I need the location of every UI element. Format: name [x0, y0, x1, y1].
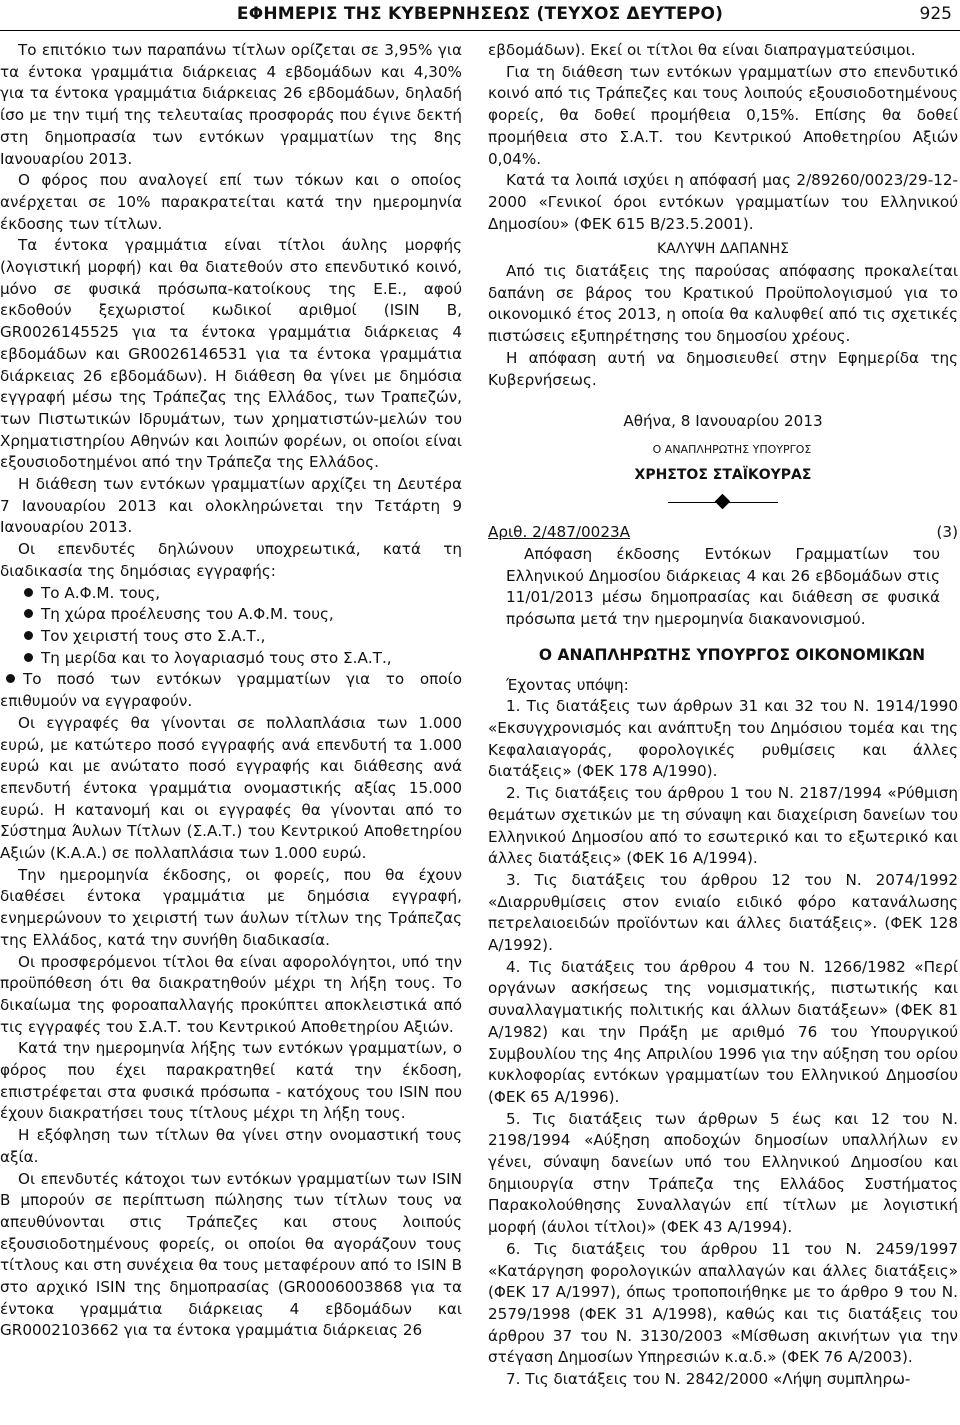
having-regard: Έχοντας υπόψη:	[506, 675, 629, 694]
decision-header	[488, 522, 958, 544]
list-item: Το Α.Φ.Μ. τους,	[0, 583, 462, 605]
diamond-icon	[715, 494, 731, 510]
ministry-heading: Ο ΑΝΑΠΛΗΡΩΤΗΣ ΥΠΟΥΡΓΟΣ ΟΙΚΟΝΟΜΙΚΩΝ	[538, 645, 926, 664]
paragraph-maturity-tax-refund: Κατά την ημερομηνία λήξης των εντόκων γραμματίων, ο φόρος που έχει παρακρατηθεί κατά την έκδοση, επιστρέφεται στα φυσικά πρόσωπα - κατόχους του ISIN που έχουν διακρατήσει τους τίτλους μέχρι τη λήξη τους.	[0, 1039, 462, 1123]
paragraph-general-terms: Κατά τα λοιπά ισχύει η απόφασή μας 2/89260/0023/29-12-2000 «Γενικοί όροι εντόκων γραμματίων του Ελληνικού Δημοσίου» (ΦΕΚ 615 Β/23.5.2001).	[488, 171, 958, 233]
decision-subject: Απόφαση έκδοσης Εντόκων Γραμματίων του Ελληνικού Δημοσίου διάρκειας 4 και 26 εβδομάδων στις 11/01/2013 μέσω δημοπρασίας και διάθεση σε φυσικά πρόσωπα μετά την ημερομηνία διακανονισμού.	[506, 545, 940, 629]
legal-item: 4. Τις διατάξεις του άρθρου 4 του Ν. 1266/1982 «Περί οργάνων ασκήσεως της νομισματικής, πιστωτικής και συναλλαγματικής πολιτικής και άλλων διατάξεων» (ΦΕΚ 81 Α/1982) και την Πράξη με αριθμό 76 του Υπουργικού Συμβουλίου της 4ης Απριλίου 1996 για την αύξηση του ορίου κυκλοφορίας εντόκων γραμματίων του Ελληνικού Δημοσίου (ΦΕΚ 65 Α/1996).	[488, 957, 958, 1106]
paragraph-interest-rate: Το επιτόκιο των παραπάνω τίτλων ορίζεται σε 3,95% για τα έντοκα γραμμάτια διάρκειας 4 εβδομάδων και 4,30% για τα έντοκα γραμμάτια διάρκειας 26 εβδομάδων, δηλαδή ίσο με την τιμή της τελευταίας προσφοράς που έγινε δεκτή στη δημοπρασία των εντόκων γραμματίων της 8ης Ιανουαρίου 2013.	[0, 41, 462, 168]
legal-item: 1. Τις διατάξεις των άρθρων 31 και 32 του Ν. 1914/1990 «Εκσυγχρονισμός και ανάπτυξη του Δημόσιου τομέα και της Κεφαλαιαγοράς, φορολογικές ρυθμίσεις και άλλες διατάξεις» (ΦΕΚ 178 Α/1990).	[488, 697, 958, 781]
section-divider	[668, 492, 778, 514]
paragraph-resale: Οι επενδυτές κάτοχοι των εντόκων γραμματίων των ISIN B μπορούν σε περίπτωση πώλησης των τίτλων τους να απευθύνονται στις Τράπεζες και στους λοιπούς εξουσιοδοτημένους φορείς, οι οποίοι θα αγοράζουν τους τίτλους και στη συνέχεια θα τους μεταφέρουν από το ISIN B στο αρχικό ISIN της δημοπρασίας (GR0006003868 για τα έντοκα γραμμάτια διάρκειας 4 εβδομάδων και GR0002103662 για τα έντοκα γραμμάτια διάρκειας 26	[0, 1169, 462, 1340]
legal-item: 6. Τις διατάξεις του άρθρου 11 του Ν. 2459/1997 «Κατάργηση φορολογικών απαλλαγών και άλλες διατάξεις» (ΦΕΚ 17 Α/1997), όπως τροποποιήθηκε με το άρθρο 9 του Ν. 2579/1998 (ΦΕΚ 31 Α/1998), καθώς και τις διατάξεις του άρθρου 37 του Ν. 3130/2003 «Μίσθωση ακινήτων για την στέγαση Δημοσίων Υπηρεσιών κ.α.δ.» (ΦΕΚ 76 Α/2003).	[488, 1239, 958, 1367]
place-date: Αθήνα, 8 Ιανουαρίου 2013	[623, 412, 823, 431]
legal-item: 5. Τις διατάξεις των άρθρων 5 έως και 12 του Ν. 2198/1994 «Αύξηση αποδοχών δημοσίων υπαλλήλων εν γένει, σύναψη δανείων υπό του Ελληνικού Δημοσίου και δημιουργία στην Τράπεζα της Ελλάδος Συστήματος Παρακολούθησης Συναλλαγών επί τίτλων με λογιστική μορφή (άυλοι τίτλοι)» (ΦΕΚ 43 Α/1994).	[488, 1109, 958, 1237]
page-header	[0, 0, 960, 32]
journal-title: ΕΦΗΜΕΡΙΣ ΤΗΣ ΚΥΒΕΡΝΗΣΕΩΣ (ΤΕΥΧΟΣ ΔΕΥΤΕΡΟ)	[236, 4, 724, 24]
list-item: Τον χειριστή τους στο Σ.Α.Τ.,	[0, 626, 462, 648]
decision-index: (3)	[936, 523, 958, 542]
signer-role: Ο ΑΝΑΠΛΗΡΩΤΗΣ ΥΠΟΥΡΓΟΣ	[652, 442, 812, 456]
list-item: Το ποσό των εντόκων γραμματίων για το οποίο επιθυμούν να εγγραφούν.	[0, 670, 462, 711]
paragraph-subscriptions: Οι εγγραφές θα γίνονται σε πολλαπλάσια των 1.000 ευρώ, με κατώτερο ποσό εγγραφής ανά επενδυτή τα 1.000 ευρώ και με ανώτατο ποσό εγγραφής και διάθεσης ανά επενδυτή έντοκα γραμμάτια ονομαστικής αξίας 15.000 ευρώ. Η κατανομή και οι εγγραφές θα γίνονται από το Σύστημα Άυλων Τίτλων (Σ.Α.Τ.) του Κεντρικού Αποθετηρίου Αξιών (Κ.Α.Α.) σε πολλαπλάσια των 1.000 ευρώ.	[0, 713, 462, 863]
paragraph-publication: Η απόφαση αυτή να δημοσιευθεί στην Εφημερίδα της Κυβερνήσεως.	[488, 348, 958, 389]
paragraph-tax-exempt: Οι προσφερόμενοι τίτλοι θα είναι αφορολόγητοι, υπό την προϋπόθεση ότι θα διακρατηθούν μέχρι τη λήξη τους. Το δικαίωμα της φοροαπαλλαγής προκύπτει αποκλειστικά από τις εγγραφές του Σ.Α.Τ. του Κεντρικού Αποθετηρίου Αξιών.	[0, 952, 462, 1036]
paragraph-bill-form: Τα έντοκα γραμμάτια είναι τίτλοι άυλης μορφής (λογιστική μορφή) και θα διατεθούν στο επενδυτικό κοινό, μόνο σε φυσικά πρόσωπα-κατοίκους της Ε.Ε., αφού εκδοθούν ξεχωριστοί κωδικοί αριθμοί (ISIN B, GR0026145525 για τα έντοκα γραμμάτια διάρκειας 4 εβδομάδων και GR0026146531 για τα έντοκα γραμμάτια διάρκειας 26 εβδομάδων). Η διάθεση θα γίνει με δημόσια εγγραφή μέσω της Τράπεζας της Ελλάδος, των Τραπεζών, των Πιστωτικών Ιδρυμάτων, των χρηματιστών-μελών του Χρηματιστηρίου Αθηνών και λοιπών φορέων, οι οποίοι είναι εξουσιοδοτημένοι από την Τράπεζα της Ελλάδος.	[0, 236, 462, 472]
paragraph-cost: Από τις διατάξεις της παρούσας απόφασης προκαλείται δαπάνη σε βάρος του Κρατικού Προϋπολογισμού για το οικονομικό έτος 2013, η οποία θα καλυφθεί από τις σχετικές πιστώσεις εξυπηρέτησης του δημοσίου χρέους.	[488, 262, 958, 346]
bullet-icon	[24, 588, 33, 597]
paragraph-issue-date: Την ημερομηνία έκδοσης, οι φορείς, που θα έχουν διαθέσει έντοκα γραμμάτια με δημόσια εγγραφή, ενημερώνουν το χειριστή των άυλων τίτλων της Τράπεζας της Ελλάδος, κατά την συνήθη διαδικασία.	[0, 865, 462, 949]
cost-heading: ΚΑΛΥΨΗ ΔΑΠΑΝΗΣ	[657, 241, 789, 258]
paragraph-distribution-dates: Η διάθεση των εντόκων γραμματίων αρχίζει τη Δευτέρα 7 Ιανουαρίου 2013 και ολοκληρώνεται την Τετάρτη 9 Ιανουαρίου 2013.	[0, 475, 462, 537]
bullet-icon	[24, 609, 33, 618]
paragraph-tax: Ο φόρος που αναλογεί επί των τόκων και ο οποίος ανέρχεται σε 10% παρακρατείται κατά την ημερομηνία έκδοσης των τίτλων.	[0, 171, 462, 233]
page-number: 925	[919, 4, 952, 24]
legal-item: 3. Τις διατάξεις του άρθρου 12 του Ν. 2074/1992 «Διαρρυθμίσεις στον ενιαίο ειδικό φόρο κατανάλωσης πετρελαιοειδών προϊόντων και άλλες διατάξεις». (ΦΕΚ 128 Α/1992).	[488, 870, 958, 955]
list-item: Τη μερίδα και το λογαριασμό τους στο Σ.Α.Τ.,	[0, 648, 462, 670]
right-column	[488, 40, 958, 1391]
decision-number: Αριθ. 2/487/0023Α	[488, 523, 631, 542]
bullet-icon	[24, 653, 33, 662]
signer-name: ΧΡΗΣΤΟΣ ΣΤΑΪΚΟΥΡΑΣ	[634, 466, 812, 483]
declaration-list	[0, 583, 462, 713]
list-item: Τη χώρα προέλευσης του Α.Φ.Μ. τους,	[0, 604, 462, 626]
left-column	[0, 40, 462, 1342]
bullet-icon	[24, 631, 33, 640]
legal-item: 7. Τις διατάξεις του Ν. 2842/2000 «Λήψη συμπληρω-	[506, 1370, 911, 1389]
paragraph-tradable: εβδομάδων). Εκεί οι τίτλοι θα είναι διαπραγματεύσιμοι.	[488, 41, 916, 59]
paragraph-investor-declaration: Οι επενδυτές δηλώνουν υποχρεωτικά, κατά τη διαδικασία της δημόσιας εγγραφής:	[0, 540, 462, 580]
header-divider	[0, 30, 960, 31]
paragraph-redemption: Η εξόφληση των τίτλων θα γίνει στην ονομαστική τους αξία.	[0, 1126, 462, 1166]
legal-item: 2. Τις διατάξεις του άρθρου 1 του Ν. 2187/1994 «Ρύθμιση θεμάτων σχετικών με τη σύναψη και διαχείριση δανείων του Ελληνικού Δημοσίου από το εσωτερικό και το εξωτερικό και άλλες διατάξεις» (ΦΕΚ 16 Α/1994).	[488, 784, 958, 868]
paragraph-commission: Για τη διάθεση των εντόκων γραμματίων στο επενδυτικό κοινό από τις Τράπεζες και τους λοιπούς εξουσιοδοτημένους φορείς, θα δοθεί προμήθεια 0,15%. Επίσης θα δοθεί προμήθεια στο Σ.Α.Τ. του Κεντρικού Αποθετηρίου Αξιών 0,04%.	[488, 62, 958, 168]
bullet-icon	[6, 674, 15, 683]
